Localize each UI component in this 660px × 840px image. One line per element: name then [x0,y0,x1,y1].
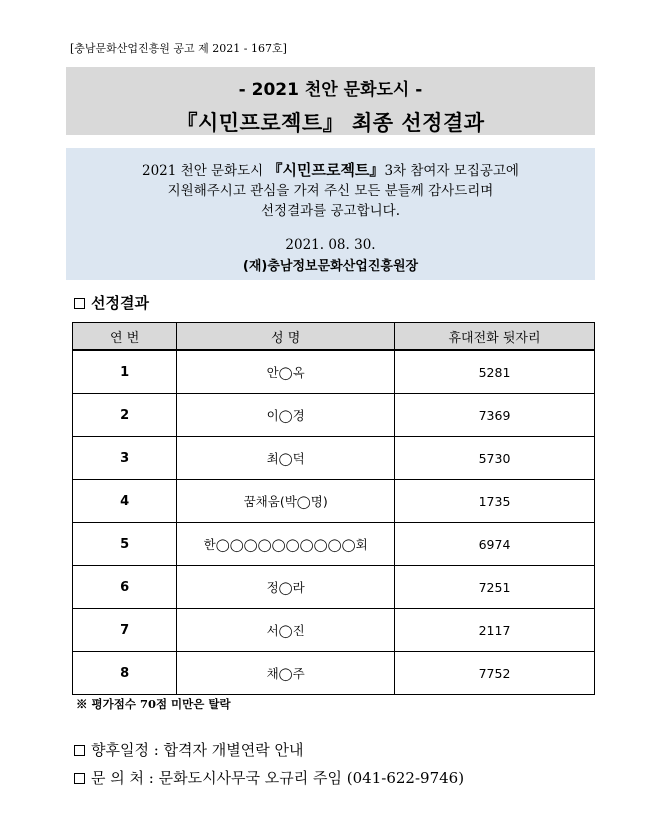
section-title [74,292,149,313]
row-number: 6 [73,566,177,609]
table-row [73,350,595,394]
row-phone: 7369 [395,394,595,437]
checkbox-square-icon [74,298,85,309]
table-row [73,394,595,437]
intro-box [66,148,595,280]
row-name: 정◯라 [177,566,395,609]
contact-text: 문 의 처 : 문화도시사무국 오규리 주임 (041-622-9746) [91,769,465,787]
intro-line-1-suffix: 3차 참여자 모집공고에 [384,163,519,179]
row-name: 이◯경 [177,394,395,437]
checkbox-square-icon [74,773,85,784]
contact-line [74,767,464,788]
row-number: 2 [73,394,177,437]
header-phone: 휴대전화 뒷자리 [395,323,595,351]
footnote: ※ 평가점수 70점 미만은 탈락 [76,697,231,711]
table-row [73,480,595,523]
schedule-line [74,739,304,760]
row-name: 한◯◯◯◯◯◯◯◯◯◯회 [177,523,395,566]
intro-line-2: 지원해주시고 관심을 가져 주신 모든 분들께 감사드리며 [167,183,494,199]
row-phone: 7752 [395,652,595,695]
table-row [73,609,595,652]
intro-project-name: 『시민프로젝트』 [267,161,385,179]
row-phone: 6974 [395,523,595,566]
row-number: 3 [73,437,177,480]
row-phone: 5281 [395,350,595,394]
row-name: 최◯덕 [177,437,395,480]
intro-line-1-prefix: 2021 천안 문화도시 [142,163,268,179]
title-line-1: - 2021 천안 문화도시 - [238,80,423,100]
title-banner [66,67,595,135]
table-row [73,652,595,695]
schedule-text: 향후일정 : 합격자 개별연락 안내 [91,741,304,759]
notice-number: [충남문화산업진흥원 공고 제 2021 - 167호] [70,42,287,55]
checkbox-square-icon [74,745,85,756]
row-phone: 1735 [395,480,595,523]
row-number: 4 [73,480,177,523]
table-row [73,437,595,480]
row-number: 5 [73,523,177,566]
row-number: 8 [73,652,177,695]
title-line-2: 『시민프로젝트』 최종 선정결과 [176,111,485,135]
intro-organization: (재)충남정보문화산업진흥원장 [242,259,419,274]
table-row [73,523,595,566]
row-phone: 7251 [395,566,595,609]
header-number: 연 번 [73,323,177,351]
header-name: 성 명 [177,323,395,351]
intro-line-1 [66,160,595,181]
row-number: 7 [73,609,177,652]
row-phone: 2117 [395,609,595,652]
results-table [72,322,595,695]
row-name: 꿈채움(박◯명) [177,480,395,523]
intro-date: 2021. 08. 30. [285,237,376,253]
row-phone: 5730 [395,437,595,480]
table-header-row [73,323,595,351]
table-row [73,566,595,609]
row-name: 서◯진 [177,609,395,652]
intro-line-3: 선정결과를 공고합니다. [261,203,400,219]
row-number: 1 [73,350,177,394]
row-name: 안◯옥 [177,350,395,394]
row-name: 채◯주 [177,652,395,695]
section-title-text: 선정결과 [91,294,149,312]
